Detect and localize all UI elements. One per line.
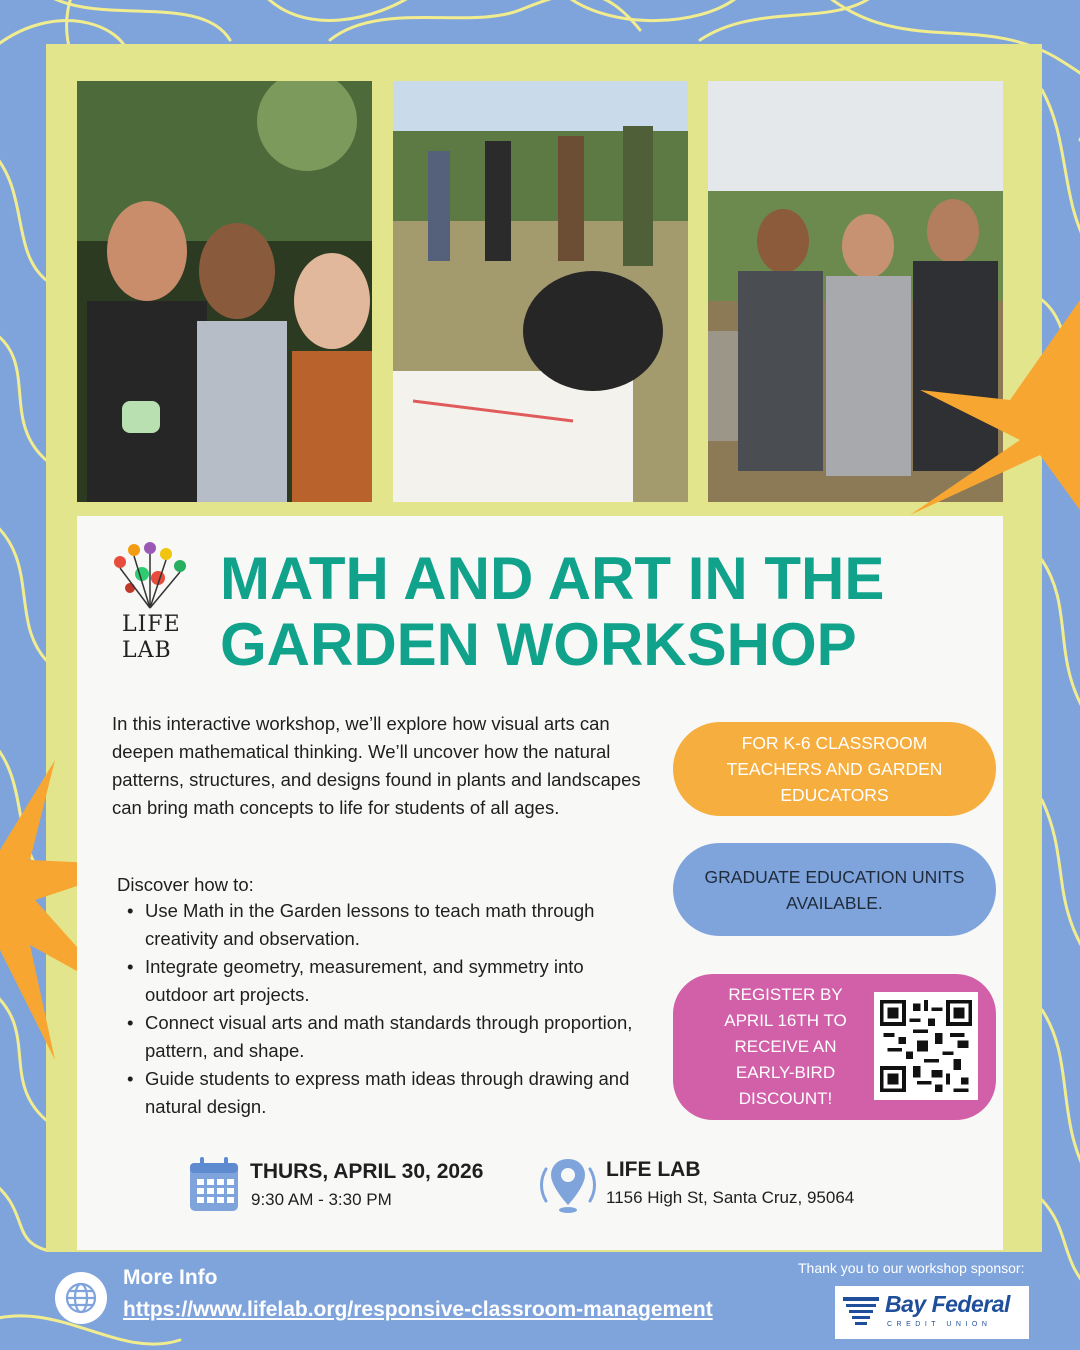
life-lab-logo xyxy=(100,540,200,670)
event-time: 9:30 AM - 3:30 PM xyxy=(251,1190,392,1209)
audience-badge xyxy=(673,722,996,816)
sponsor-logo xyxy=(835,1286,1029,1339)
qr-code[interactable] xyxy=(874,992,978,1100)
list-item: • Use Math in the Garden lessons to teach math through creativity and observation. xyxy=(125,897,645,953)
list-item: • Integrate geometry, measurement, and symmetry into outdoor art projects. xyxy=(125,953,645,1009)
units-badge xyxy=(673,843,996,936)
page-title: MATH AND ART IN THE GARDEN WORKSHOP xyxy=(220,545,885,678)
logo-word-lab: LAB xyxy=(122,638,172,663)
globe-icon xyxy=(64,1281,98,1315)
list-item: • Connect visual arts and math standards through proportion, pattern, and shape. xyxy=(125,1009,645,1065)
discover-list xyxy=(125,897,645,1121)
location-name: LIFE LAB xyxy=(606,1158,701,1181)
units-text: GRADUATE EDUCATION UNITS AVAILABLE. xyxy=(704,866,965,913)
more-info-label: More Info xyxy=(123,1266,218,1289)
sponsor-name: Bay Federal xyxy=(885,1291,1010,1317)
globe-icon-badge xyxy=(55,1272,107,1324)
bay-federal-mark-icon xyxy=(843,1297,879,1327)
location-address: 1156 High St, Santa Cruz, 95064 xyxy=(606,1188,855,1207)
calendar-icon xyxy=(188,1155,240,1213)
location-pin-icon xyxy=(538,1155,598,1215)
register-text: REGISTER BY APRIL 16TH TO RECEIVE AN EARLY-BIRD DISCOUNT! xyxy=(724,985,847,1108)
intro-paragraph: In this interactive workshop, we’ll explore how visual arts can deepen mathematical thinking. We’ll uncover how the natural patterns, structures, and designs found in plants and landscapes can bring math concepts to life for students of all ages. xyxy=(112,713,641,818)
sponsor-subtitle: CREDIT UNION xyxy=(887,1321,992,1328)
discover-heading: Discover how to: xyxy=(117,874,254,895)
event-date: THURS, APRIL 30, 2026 xyxy=(250,1160,484,1183)
photo-garden-group-activity xyxy=(393,81,688,502)
list-item: • Guide students to express math ideas through drawing and natural design. xyxy=(125,1065,645,1121)
more-info-link[interactable]: https://www.lifelab.org/responsive-classroom-management xyxy=(123,1298,713,1321)
photo-educators-smiling xyxy=(77,81,372,502)
orange-spark-right xyxy=(890,280,1080,520)
garden-tools-illustration xyxy=(100,540,200,610)
logo-word-life: LIFE xyxy=(122,612,181,637)
sponsor-label: Thank you to our workshop sponsor: xyxy=(798,1260,1025,1276)
audience-text: FOR K-6 CLASSROOM TEACHERS AND GARDEN EDUCATORS xyxy=(726,733,943,805)
